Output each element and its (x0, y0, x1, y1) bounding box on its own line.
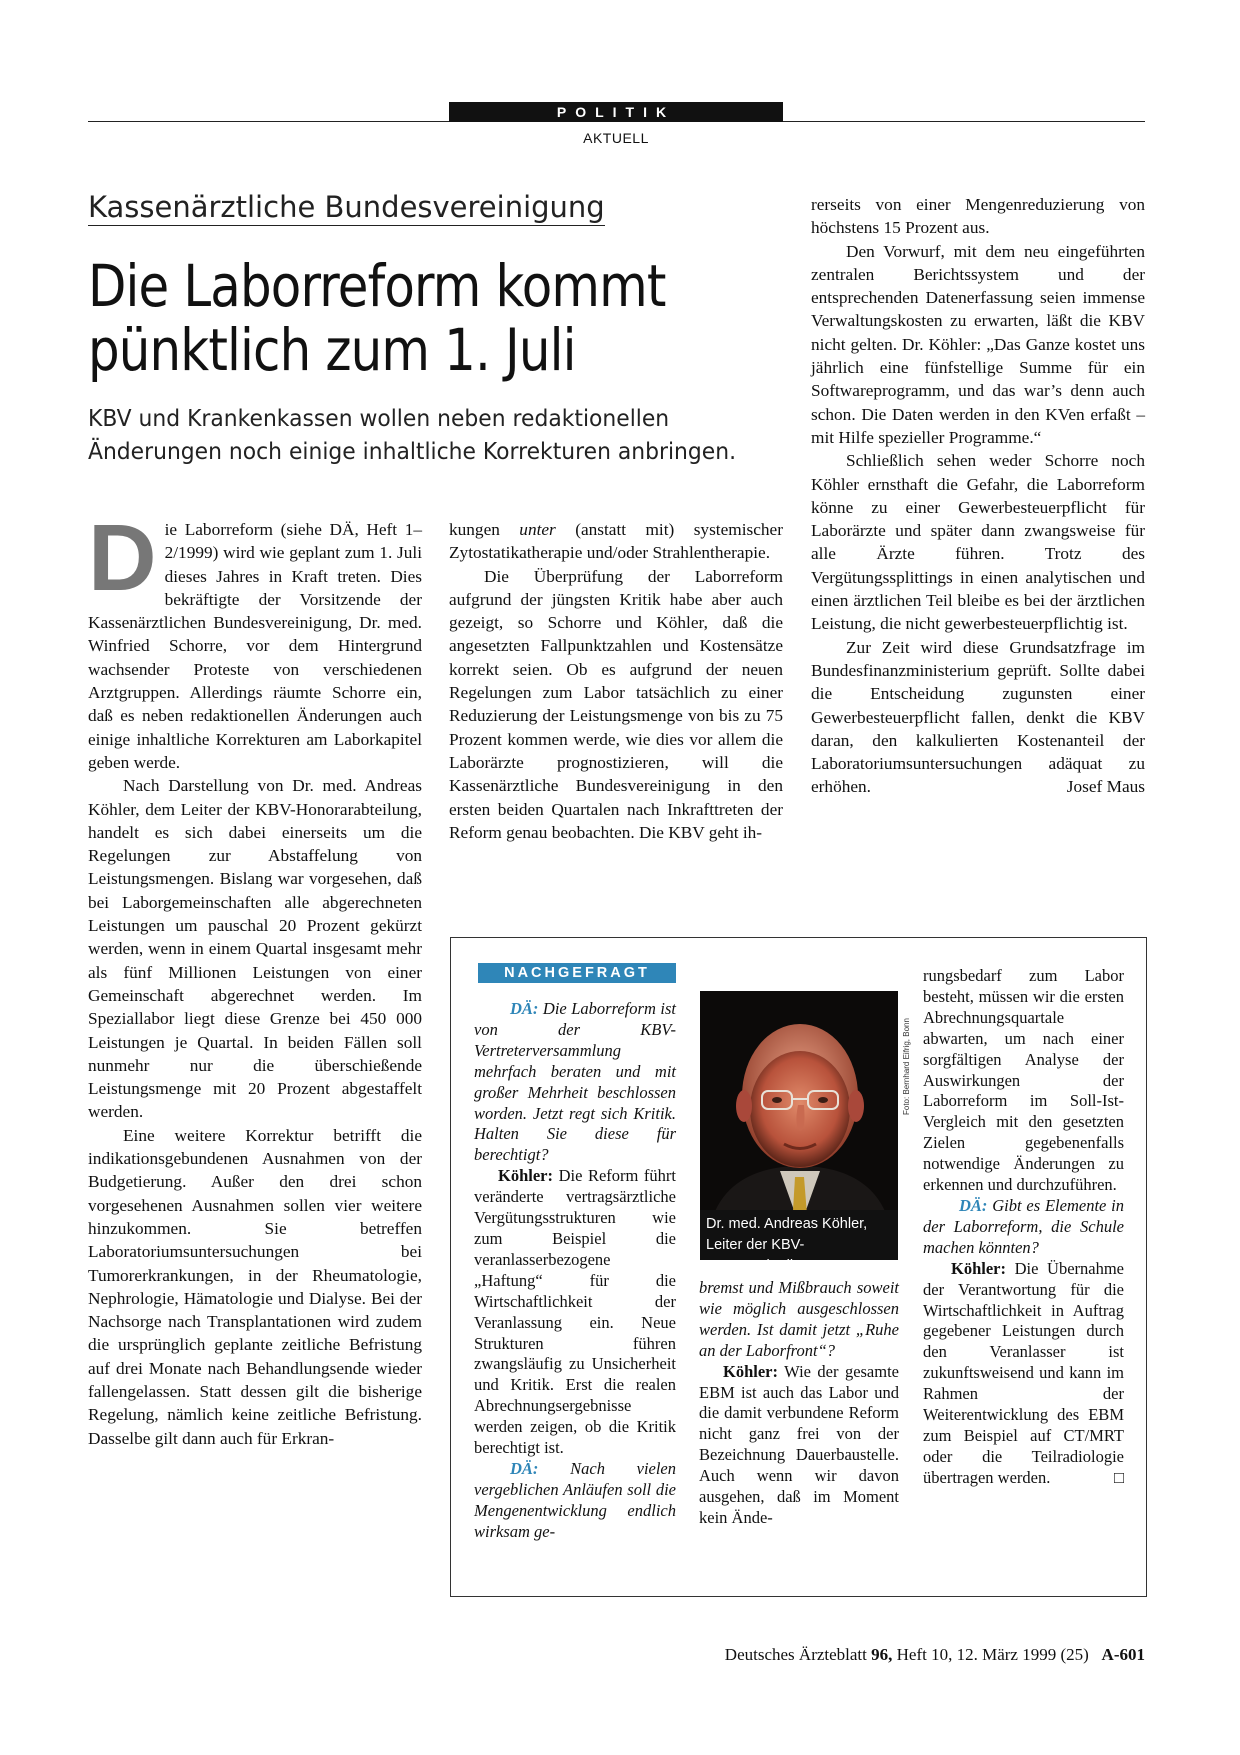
article-kicker: Kassenärztliche Bundesvereinigung (88, 190, 605, 224)
article-headline: Die Laborreform kommt pünktlich zum 1. Juli (88, 252, 666, 384)
article-paragraph: Eine weitere Korrektur betrifft die indikationsgebundenen Ausnahmen von der Budgetierung. Außer den drei schon vorgesehenen Ausnahmen sollen vier weitere hinzukommen. Sie betreffen Laboratoriumsuntersuchungen bei Tumorerkrankungen, in der Rheumatologie, Nephrologie, Hämatologie und Dialyse. Bei der Nachsorge nach Transplantationen wird zudem die ursprünglich geplante zeitliche Befristung auf drei Monate nach Behandlungsende wieder fallengelassen. Statt dessen gilt die bisherige Regelung, nämlich keine zeitliche Befristung. Dasselbe gilt dann auch für Erkran- (88, 1125, 422, 1448)
interview-column-2 (699, 1278, 899, 1529)
interview-column-1 (474, 999, 676, 1543)
article-column-3 (811, 193, 1145, 799)
portrait-photo (700, 991, 898, 1227)
article-author: Josef Maus (1066, 777, 1145, 797)
article-paragraph: kungen unter (anstatt mit) systemischer Zytostatikatherapie und/oder Strahlentherapie. (449, 520, 783, 563)
interview-answer: Köhler: Die Reform führt veränderte vertragsärztliche Vergütungsstrukturen wie zum Beispiel die veranlasserbezogene „Haftung“ für die Wirtschaftlichkeit der Veranlassung ein. Neue Strukturen führen zwangsläufig zu Unsicherheit und Kritik. Erst die realen Abrechnungsergebnisse werden zeigen, ob die Kritik berechtigt ist. (474, 1166, 676, 1458)
article-column-2 (449, 518, 783, 844)
article-paragraph: Die Überprüfung der Laborreform aufgrund der jüngsten Kritik habe aber auch gezeigt, so Schorre und Köhler, daß die angesetzten Fallpunktzahlen und Kostensätze korrekt seien. Ob es aufgrund der neuen Regelungen zum Labor tatsächlich zu einer Reduzierung der Leistungsmenge von bis zu 75 Prozent kommen werde, wie dies vor allem die Laborärzte prognostizieren, will die Kassenärztliche Bundesvereinigung in den ersten beiden Quartalen nach Inkrafttreten der Reform genau beobachten. Die KBV geht ih- (449, 566, 783, 842)
interview-question: DÄ: Die Laborreform ist von der KBV-Vertreterversammlung mehrfach beraten und mit großer Mehrheit beschlossen worden. Jetzt regt sich Kritik. Halten Sie diese für berechtigt? (474, 999, 676, 1165)
page-footer: Deutsches Ärzteblatt 96, Heft 10, 12. März 1999 (25) A-601 (724, 1645, 1145, 1664)
article-paragraph: Nach Darstellung von Dr. med. Andreas Köhler, dem Leiter der KBV-Honorarabteilung, handelt es sich dabei einerseits um die Regelungen zur Abstaffelung von Leistungsmengen. Bislang war vorgesehen, daß bei Laborgemeinschaften alle abgerechneten Leistungen um pauschal 20 Prozent gekürzt werden, wenn in einem Quartal insgesamt mehr als fünf Millionen Leistungen von einer Gemeinschaft abgerechnet werden. Im Speziallabor liegt diese Grenze bei 450 000 Leistungen je Quartal. In beiden Fällen soll nunmehr nur die überschießende Leistungsmenge mit 20 Prozent abgestaffelt werden. (88, 776, 422, 1122)
article-paragraph: Zur Zeit wird diese Grundsatzfrage im Bundesfinanzministerium geprüft. Sollte dabei die Entscheidung zugunsten einer Gewerbesteuerpflicht fallen, denkt die KBV daran, den kalkulierten Kostenanteil der Laboratoriumsuntersuchungen adäquat zu erhöhen. Josef Maus (811, 636, 1145, 799)
interview-answer-continued: rungsbedarf zum Labor besteht, müssen wir die ersten Abrechnungsquartale abwarten, um nach einer sorgfältigen Analyse der Auswirkungen der Laborreform im Soll-Ist-Vergleich mit den gesetzten Zielen gegebenenfalls notwendige Änderungen zu erkennen und durchzuführen. (923, 966, 1124, 1195)
article-paragraph: rerseits von einer Mengenreduzierung von höchstens 15 Prozent aus. (811, 195, 1145, 238)
interview-column-3 (923, 966, 1124, 1489)
interview-answer: Köhler: Die Übernahme der Verantwortung für die Wirtschaftlichkeit in Auftrag gegebener Leistungen durch den Veranlasser ist zukunftsweisend und kann im Rahmen der Weiterentwicklung des EBM zum Beispiel auf CT/MRT oder die Teilradiologie übertragen werden. □ (923, 1258, 1124, 1487)
page-number: A-601 (1101, 1645, 1145, 1664)
portrait-image (700, 991, 898, 1227)
article-deck: KBV und Krankenkassen wollen neben redaktionellen Änderungen noch einige inhaltliche Korrekturen anbringen. (88, 404, 737, 465)
end-mark: □ (1114, 1467, 1124, 1487)
article-column-1 (88, 505, 422, 1450)
interview-question: DÄ: Gibt es Elemente in der Laborreform, die Schule machen könnten? (923, 1195, 1125, 1257)
article-paragraph: Den Vorwurf, mit dem neu eingeführten zentralen Berichtssystem und der entsprechenden Datenerfassung seien immense Verwaltungskosten zu erwarten, läßt die KBV nicht gelten. Dr. Köhler: „Das Ganze kostet uns jährlich eine fünfstellige Summe für ein Softwareprogramm, und das war’s denn auch schon. Die Daten werden in den KVen erfaßt – mit Hilfe spezieller Programme.“ (811, 241, 1145, 447)
interview-answer: Köhler: Wie der gesamte EBM ist auch das Labor und die damit verbundene Reform nicht ganz frei von der Bezeichnung Dauerbaustelle. Auch wenn wir davon ausgehen, daß im Moment kein Ände- (699, 1361, 900, 1527)
drop-cap: D (88, 505, 157, 611)
article-paragraph: Die Laborreform (siehe DÄ, Heft 1–2/1999) wird wie geplant zum 1. Juli dieses Jahres in Kraft treten. Dies bekräftigte der Vorsitzende der Kassenärztlichen Bundesvereinigung, Dr. med. Winfried Schorre, vor dem Hintergrund wachsender Proteste von verschiedenen Arztgruppen. Allerdings räumte Schorre ein, daß es neben redaktionellen Änderungen auch einige inhaltliche Korrekturen am Laborkapitel geben werde. (88, 505, 422, 772)
interview-question-continued: bremst und Mißbrauch soweit wie möglich ausgeschlossen werden. Ist damit jetzt „Ruhe an der Laborfront“? (699, 1278, 899, 1360)
photo-credit: Foto: Bernhard Eifrig, Bonn (902, 1018, 911, 1115)
section-label: AKTUELL (583, 130, 649, 146)
article-paragraph: Schließlich sehen weder Schorre noch Köhler ernsthaft die Gefahr, die Laborreform könne zu einer Gewerbesteuerpflicht für Laborärzte und später dann zwangsweise für alle Ärzte führen. Trotz des Vergütungssplittings in einen analytischen und einen ärztlichen Teil bleibe es bei der ärztlichen Leistung, die nicht gewerbesteuerpflichtig ist. (811, 451, 1145, 634)
interview-question: DÄ: Nach vielen vergeblichen Anläufen soll die Mengenentwicklung endlich wirksam ge- (474, 1458, 677, 1541)
interview-label: NACHGEFRAGT (478, 963, 676, 983)
section-ribbon: POLITIK (449, 102, 783, 122)
photo-caption: Dr. med. Andreas Köhler, Leiter der KBV-Honorarabteilung (700, 1210, 898, 1260)
